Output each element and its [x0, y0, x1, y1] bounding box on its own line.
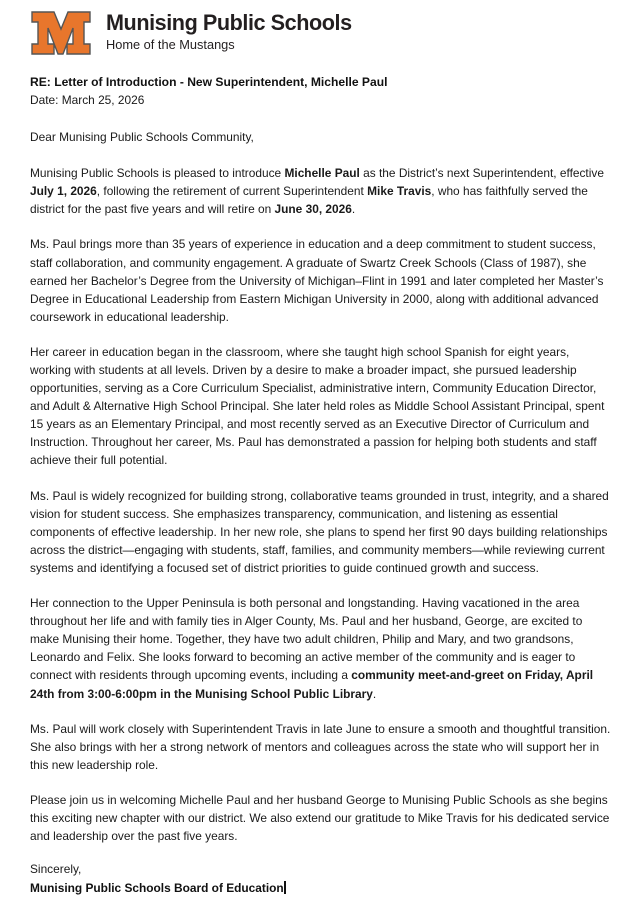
p5-seg-1: Her connection to the Upper Peninsula is both personal and longstanding. Having vacationed in the area throughout her life and with family ties in Alger County, Ms. Paul and her husband, George, are excited to make Munising their home. Together, they have two adult children, Philip and Mary, and two grandsons, Leonardo and Felix. She looks forward to becoming an active member of the community and is eager to connect with residents through upcoming events, including a	[30, 596, 583, 683]
p5-bold-event: community meet-and-greet on Friday, April 24th from 3:00-6:00pm in the Munising School Public Library	[30, 668, 594, 701]
p5-seg-2: .	[372, 686, 377, 701]
paragraph-transition: Ms. Paul will work closely with Superintendent Travis in late June to ensure a smooth and thoughtful transition. She also brings with her a strong network of mentors and colleagues across the state who will support her in this new leadership role.	[30, 721, 611, 772]
paragraph-career: Her career in education began in the classroom, where she taught high school Spanish for eight years, working with students at all levels. Driven by a desire to make a broader impact, she pursued leadership opportunities, serving as a Core Curriculum Specialist, administrative intern, Community Education Director, and Adult & Alternative High School Principal. She later held roles as Middle School Assistant Principal, spent 15 years as an Elementary Principal, and most recently served as an Executive Director of Curriculum and Instruction. Throughout her career, Ms. Paul has demonstrated a passion for helping both students and staff achieve their full potential.	[30, 344, 605, 468]
p1-seg-2: as the District’s next Superintendent, effective	[359, 166, 604, 181]
text-cursor-caret[interactable]	[284, 881, 286, 894]
letter-body	[30, 128, 612, 897]
p1-seg-3: , following the retirement of current Superintendent	[96, 184, 368, 199]
p1-bold-start-date: July 1, 2026	[30, 184, 97, 199]
re-line: RE: Letter of Introduction - New Superintendent, Michelle Paul	[30, 75, 388, 89]
letterhead	[30, 0, 612, 63]
paragraph-community	[30, 594, 612, 703]
signature-block	[30, 861, 612, 897]
organization-tagline: Home of the Mustangs	[106, 37, 235, 53]
p1-seg-4: , who has faithfully served the district for the past five years and will retire on	[30, 184, 588, 217]
p1-bold-name: Michelle Paul	[284, 166, 360, 181]
date-line: Date: March 25, 2026	[30, 93, 145, 108]
paragraph-leadership: Ms. Paul is widely recognized for building strong, collaborative teams grounded in trust, integrity, and a shared vision for student success. She emphasizes transparency, communication, and listening as essential components of effective leadership. In her new role, she plans to spend her first 90 days building relationships across the district—engaging with students, staff, families, and community members—while reviewing current systems and identifying a focused set of district priorities to guide continued growth and success.	[30, 488, 609, 575]
signature-row	[30, 879, 612, 897]
signature-organization: Munising Public Schools Board of Education	[30, 880, 284, 895]
p1-seg-5: .	[351, 202, 356, 217]
subject-block	[30, 74, 612, 109]
salutation: Dear Munising Public Schools Community,	[30, 130, 254, 145]
paragraph-welcome: Please join us in welcoming Michelle Paul and her husband George to Munising Public Schools as she begins this exciting new chapter with our district. We also extend our gratitude to Mike Travis for his dedicated service and leadership over the past five years.	[30, 792, 610, 844]
org-identity	[106, 10, 362, 56]
p1-bold-retire-date: June 30, 2026	[274, 202, 352, 217]
organization-name: Munising Public Schools	[106, 10, 352, 36]
block-m-logo	[30, 9, 92, 57]
paragraph-background: Ms. Paul brings more than 35 years of experience in education and a deep commitment to student success, staff collaboration, and community engagement. A graduate of Swartz Creek Schools (Class of 1987), she earned her Bachelor’s Degree from the University of Michigan–Flint in 1991 and later completed her Master’s Degree in Educational Leadership from Eastern Michigan University in 2000, along with additional advanced coursework in educational leadership.	[30, 237, 604, 324]
closing-line: Sincerely,	[30, 862, 82, 877]
paragraph-intro	[30, 164, 612, 218]
p1-seg-1: Munising Public Schools is pleased to introduce	[30, 166, 285, 181]
p1-bold-outgoing-name: Mike Travis	[367, 184, 432, 199]
